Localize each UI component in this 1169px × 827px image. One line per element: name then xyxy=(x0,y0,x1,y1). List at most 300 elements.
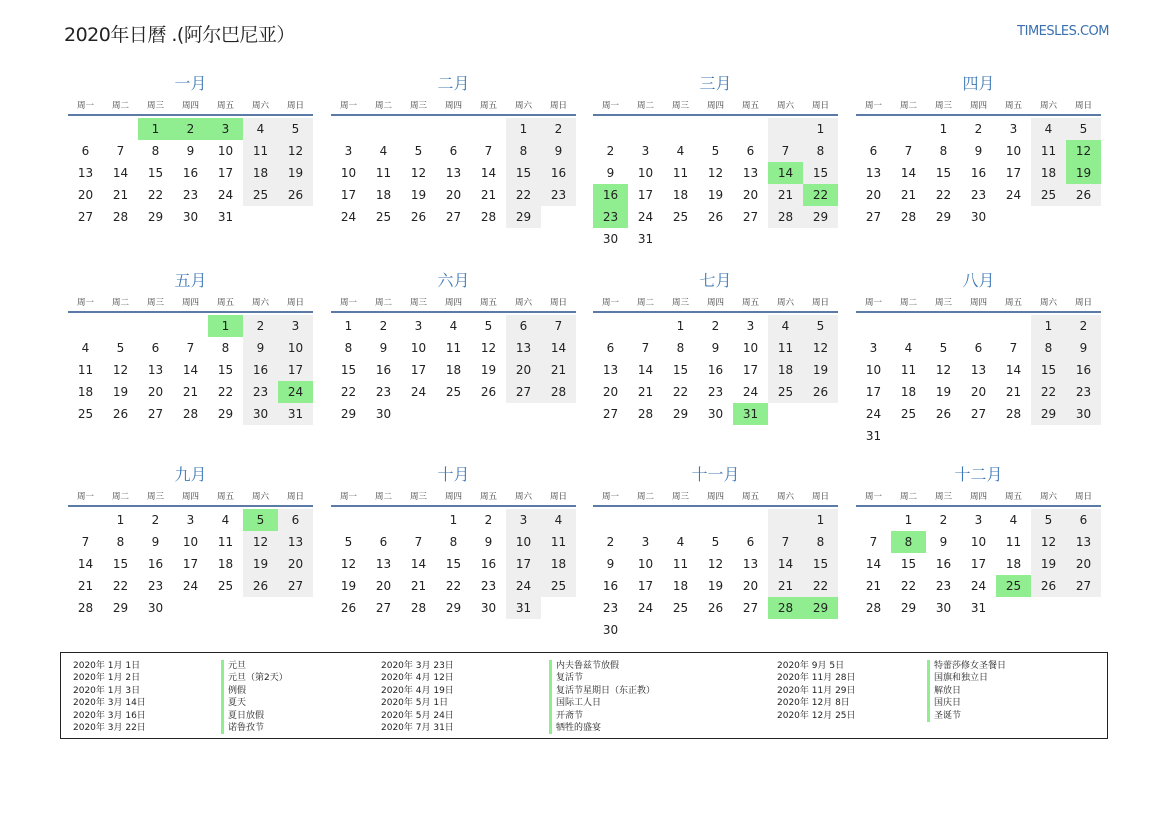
day-cell: 13 xyxy=(375,557,392,571)
day-grid xyxy=(331,313,576,425)
day-cell: 13 xyxy=(602,363,619,377)
day-cell: 11 xyxy=(1031,140,1066,162)
day-cell: 21 xyxy=(480,188,497,202)
day-cell: 24 xyxy=(506,575,541,597)
month-name: 二月 xyxy=(437,74,470,93)
day-cell: 23 xyxy=(707,385,724,399)
day-cell-holiday: 1 xyxy=(208,315,243,337)
day-cell: 12 xyxy=(707,557,724,571)
day-cell: 6 xyxy=(379,535,388,549)
month-7 xyxy=(593,269,838,425)
day-cell: 19 xyxy=(278,162,313,184)
day-cell: 6 xyxy=(278,509,313,531)
day-grid xyxy=(331,507,576,619)
calendar-grid xyxy=(68,72,1104,642)
day-cell: 4 xyxy=(1031,118,1066,140)
day-cell: 14 xyxy=(768,553,803,575)
day-blank xyxy=(593,315,628,337)
day-cell: 11 xyxy=(541,531,576,553)
weekday-label: 周五 xyxy=(479,298,497,308)
day-cell: 8 xyxy=(449,535,458,549)
day-cell: 16 xyxy=(1066,359,1101,381)
day-cell: 12 xyxy=(410,166,427,180)
day-cell: 19 xyxy=(707,188,724,202)
day-cell: 1 xyxy=(803,509,838,531)
site-link[interactable]: TIMESLES.COM xyxy=(1017,24,1109,39)
day-cell: 7 xyxy=(641,341,650,355)
day-blank xyxy=(331,509,366,531)
day-cell: 28 xyxy=(900,210,917,224)
weekday-label: 周六 xyxy=(251,101,269,111)
month-name: 三月 xyxy=(699,74,732,93)
weekday-label: 周六 xyxy=(1039,298,1057,308)
weekday-label: 周五 xyxy=(479,101,497,111)
day-cell-holiday: 22 xyxy=(803,184,838,206)
weekday-label: 周四 xyxy=(706,101,724,111)
weekday-label: 周日 xyxy=(286,492,304,502)
day-cell: 3 xyxy=(641,144,650,158)
day-blank xyxy=(891,315,926,337)
day-cell: 19 xyxy=(340,579,357,593)
day-blank xyxy=(471,118,506,140)
day-cell: 14 xyxy=(1005,363,1022,377)
day-cell: 8 xyxy=(803,531,838,553)
weekday-label: 周二 xyxy=(374,492,392,502)
day-cell-holiday: 3 xyxy=(208,118,243,140)
day-cell: 29 xyxy=(900,601,917,615)
day-cell: 2 xyxy=(484,513,493,527)
month-1 xyxy=(68,72,313,228)
holiday-date: 2020年 3月 23日 xyxy=(381,661,454,671)
weekday-label: 周六 xyxy=(514,298,532,308)
day-cell: 10 xyxy=(1005,144,1022,158)
day-cell: 22 xyxy=(672,385,689,399)
day-cell: 4 xyxy=(676,144,685,158)
day-cell: 3 xyxy=(278,315,313,337)
day-cell: 28 xyxy=(768,206,803,228)
day-cell: 2 xyxy=(711,319,720,333)
day-cell: 22 xyxy=(217,385,234,399)
holiday-name: 元旦 xyxy=(221,660,288,672)
day-cell: 23 xyxy=(147,579,164,593)
holiday-date: 2020年 7月 31日 xyxy=(381,722,454,733)
weekday-label: 周二 xyxy=(111,298,129,308)
day-cell: 28 xyxy=(410,601,427,615)
day-cell: 8 xyxy=(676,341,685,355)
day-grid xyxy=(856,116,1101,228)
day-cell: 10 xyxy=(637,166,654,180)
day-blank xyxy=(698,118,733,140)
day-cell: 21 xyxy=(768,184,803,206)
day-cell: 3 xyxy=(506,509,541,531)
holiday-date: 2020年 11月 28日 xyxy=(777,673,856,684)
weekday-label: 周三 xyxy=(934,101,952,111)
day-cell: 28 xyxy=(182,407,199,421)
day-cell: 20 xyxy=(147,385,164,399)
day-cell: 29 xyxy=(112,601,129,615)
day-cell: 3 xyxy=(1009,122,1018,136)
day-cell: 20 xyxy=(77,188,94,202)
day-cell: 12 xyxy=(707,166,724,180)
day-cell-holiday: 29 xyxy=(803,597,838,619)
day-cell: 1 xyxy=(506,118,541,140)
day-cell: 6 xyxy=(974,341,983,355)
holiday-name: 元旦（第2天） xyxy=(221,672,288,684)
day-cell: 27 xyxy=(1066,575,1101,597)
day-cell: 25 xyxy=(445,385,462,399)
day-cell: 9 xyxy=(606,166,615,180)
day-blank xyxy=(996,315,1031,337)
day-cell-holiday: 1 xyxy=(138,118,173,140)
day-cell: 6 xyxy=(151,341,160,355)
day-cell: 11 xyxy=(243,140,278,162)
day-blank xyxy=(593,509,628,531)
day-cell: 21 xyxy=(768,575,803,597)
day-cell: 14 xyxy=(182,363,199,377)
day-blank xyxy=(961,315,996,337)
day-cell: 21 xyxy=(1005,385,1022,399)
day-cell: 10 xyxy=(637,557,654,571)
weekday-label: 周三 xyxy=(934,492,952,502)
day-cell: 16 xyxy=(480,557,497,571)
day-cell: 15 xyxy=(803,162,838,184)
day-cell: 31 xyxy=(506,597,541,619)
day-cell: 19 xyxy=(243,553,278,575)
day-cell: 15 xyxy=(112,557,129,571)
holiday-date: 2020年 12月 8日 xyxy=(777,698,850,709)
day-cell: 8 xyxy=(939,144,948,158)
day-cell: 16 xyxy=(243,359,278,381)
weekday-label: 周一 xyxy=(864,298,882,308)
day-blank xyxy=(68,509,103,531)
day-cell: 8 xyxy=(344,341,353,355)
weekday-label: 周一 xyxy=(601,492,619,502)
day-cell: 1 xyxy=(803,118,838,140)
weekday-label: 周六 xyxy=(1039,101,1057,111)
day-cell: 4 xyxy=(81,341,90,355)
day-cell: 30 xyxy=(1066,403,1101,425)
day-cell: 26 xyxy=(410,210,427,224)
month-11 xyxy=(593,463,838,641)
day-cell: 24 xyxy=(1005,188,1022,202)
month-name: 一月 xyxy=(174,74,207,93)
day-cell: 3 xyxy=(344,144,353,158)
holiday-date: 2020年 3月 22日 xyxy=(73,722,146,733)
weekday-header xyxy=(593,293,838,313)
weekday-label: 周四 xyxy=(969,101,987,111)
day-cell: 19 xyxy=(112,385,129,399)
weekday-label: 周六 xyxy=(514,101,532,111)
day-cell: 14 xyxy=(77,557,94,571)
holiday-date: 2020年 5月 24日 xyxy=(381,710,454,721)
day-blank xyxy=(366,118,401,140)
day-cell: 11 xyxy=(375,166,392,180)
day-cell: 19 xyxy=(803,359,838,381)
day-cell: 9 xyxy=(186,144,195,158)
day-cell: 8 xyxy=(221,341,230,355)
day-cell: 5 xyxy=(344,535,353,549)
weekday-label: 周日 xyxy=(811,492,829,502)
holiday-name: 内夫鲁兹节放假 xyxy=(549,660,655,672)
day-cell: 22 xyxy=(445,579,462,593)
day-cell: 5 xyxy=(116,341,125,355)
day-cell: 10 xyxy=(742,341,759,355)
weekday-label: 周二 xyxy=(374,298,392,308)
day-cell: 5 xyxy=(278,118,313,140)
day-cell: 4 xyxy=(221,513,230,527)
day-blank xyxy=(733,509,768,531)
day-blank xyxy=(68,315,103,337)
weekday-label: 周一 xyxy=(339,101,357,111)
day-cell: 1 xyxy=(116,513,125,527)
day-grid xyxy=(593,313,838,425)
day-cell: 26 xyxy=(1031,575,1066,597)
day-cell: 26 xyxy=(278,184,313,206)
day-cell: 20 xyxy=(278,553,313,575)
weekday-label: 周三 xyxy=(671,492,689,502)
day-cell: 17 xyxy=(637,579,654,593)
day-cell: 9 xyxy=(974,144,983,158)
day-cell: 5 xyxy=(803,315,838,337)
weekday-label: 周五 xyxy=(216,298,234,308)
weekday-label: 周日 xyxy=(286,298,304,308)
weekday-label: 周二 xyxy=(111,492,129,502)
weekday-label: 周三 xyxy=(146,101,164,111)
day-cell: 26 xyxy=(340,601,357,615)
day-grid xyxy=(856,507,1101,619)
day-cell: 28 xyxy=(1005,407,1022,421)
holiday-names-col-2 xyxy=(549,660,655,734)
day-cell: 27 xyxy=(865,210,882,224)
holiday-date: 2020年 3月 14日 xyxy=(73,698,146,709)
day-cell: 23 xyxy=(935,579,952,593)
weekday-label: 周五 xyxy=(741,298,759,308)
day-cell: 29 xyxy=(217,407,234,421)
holiday-date: 2020年 9月 5日 xyxy=(777,661,845,671)
day-cell: 17 xyxy=(506,553,541,575)
day-cell: 13 xyxy=(1066,531,1101,553)
weekday-label: 周三 xyxy=(409,101,427,111)
day-cell: 30 xyxy=(375,407,392,421)
day-cell: 20 xyxy=(742,188,759,202)
day-cell: 9 xyxy=(1066,337,1101,359)
weekday-header xyxy=(331,96,576,116)
day-cell: 13 xyxy=(278,531,313,553)
weekday-label: 周二 xyxy=(111,101,129,111)
weekday-label: 周一 xyxy=(76,101,94,111)
day-cell: 16 xyxy=(935,557,952,571)
weekday-label: 周五 xyxy=(1004,298,1022,308)
day-cell: 24 xyxy=(340,210,357,224)
day-cell: 15 xyxy=(506,162,541,184)
weekday-label: 周四 xyxy=(181,298,199,308)
day-cell: 31 xyxy=(217,210,234,224)
day-cell: 8 xyxy=(1031,337,1066,359)
weekday-header xyxy=(331,487,576,507)
day-cell: 3 xyxy=(641,535,650,549)
day-cell: 23 xyxy=(1066,381,1101,403)
day-cell-holiday: 31 xyxy=(733,403,768,425)
day-cell: 14 xyxy=(410,557,427,571)
day-cell: 18 xyxy=(768,359,803,381)
weekday-label: 周二 xyxy=(636,101,654,111)
weekday-label: 周四 xyxy=(706,492,724,502)
day-cell: 29 xyxy=(803,206,838,228)
day-cell: 12 xyxy=(340,557,357,571)
day-cell: 27 xyxy=(147,407,164,421)
day-blank xyxy=(401,118,436,140)
day-cell: 11 xyxy=(672,166,689,180)
holiday-dates-col-2 xyxy=(381,660,454,734)
month-2 xyxy=(331,72,576,228)
day-cell: 17 xyxy=(637,188,654,202)
day-cell-holiday: 28 xyxy=(768,597,803,619)
day-cell-holiday: 24 xyxy=(278,381,313,403)
month-12 xyxy=(856,463,1101,619)
day-cell: 7 xyxy=(484,144,493,158)
day-cell: 30 xyxy=(602,232,619,246)
weekday-label: 周日 xyxy=(286,101,304,111)
day-cell: 29 xyxy=(147,210,164,224)
day-blank xyxy=(628,509,663,531)
day-cell: 22 xyxy=(340,385,357,399)
weekday-header xyxy=(856,293,1101,313)
day-cell: 27 xyxy=(445,210,462,224)
day-blank xyxy=(891,118,926,140)
day-cell: 8 xyxy=(803,140,838,162)
day-cell: 4 xyxy=(379,144,388,158)
day-cell: 1 xyxy=(904,513,913,527)
day-cell: 13 xyxy=(147,363,164,377)
weekday-label: 周二 xyxy=(374,101,392,111)
day-cell: 15 xyxy=(803,553,838,575)
day-cell: 21 xyxy=(541,359,576,381)
day-grid xyxy=(856,313,1101,447)
day-cell: 18 xyxy=(375,188,392,202)
weekday-label: 周一 xyxy=(76,298,94,308)
day-cell: 22 xyxy=(506,184,541,206)
holiday-name: 解放日 xyxy=(927,685,1006,697)
day-grid xyxy=(331,116,576,228)
day-cell: 15 xyxy=(147,166,164,180)
weekday-label: 周三 xyxy=(409,492,427,502)
day-cell: 15 xyxy=(672,363,689,377)
weekday-header xyxy=(593,487,838,507)
day-cell: 2 xyxy=(151,513,160,527)
day-cell: 18 xyxy=(1005,557,1022,571)
month-8 xyxy=(856,269,1101,447)
page-title: 2020年日曆 .(阿尔巴尼亚） xyxy=(64,24,295,46)
day-cell: 19 xyxy=(707,579,724,593)
day-cell: 28 xyxy=(480,210,497,224)
day-cell: 15 xyxy=(900,557,917,571)
day-cell: 17 xyxy=(1005,166,1022,180)
day-cell: 27 xyxy=(742,210,759,224)
day-cell: 16 xyxy=(147,557,164,571)
day-cell: 10 xyxy=(340,166,357,180)
day-blank xyxy=(663,509,698,531)
day-cell: 25 xyxy=(900,407,917,421)
day-blank xyxy=(103,118,138,140)
weekday-label: 周五 xyxy=(1004,492,1022,502)
holiday-names-col-1 xyxy=(221,660,288,734)
day-cell: 8 xyxy=(151,144,160,158)
day-cell: 24 xyxy=(182,579,199,593)
month-name: 十月 xyxy=(437,465,470,484)
holiday-date: 2020年 1月 3日 xyxy=(73,685,141,696)
weekday-label: 周六 xyxy=(776,298,794,308)
day-grid xyxy=(68,313,313,425)
day-cell: 23 xyxy=(602,601,619,615)
holiday-name: 国旗和独立日 xyxy=(927,672,1006,684)
day-cell: 28 xyxy=(637,407,654,421)
day-cell: 23 xyxy=(243,381,278,403)
day-cell: 22 xyxy=(935,188,952,202)
day-cell: 17 xyxy=(182,557,199,571)
day-cell: 14 xyxy=(900,166,917,180)
day-blank xyxy=(926,315,961,337)
day-cell: 26 xyxy=(1066,184,1101,206)
day-cell: 18 xyxy=(541,553,576,575)
month-name: 九月 xyxy=(174,465,207,484)
day-cell: 20 xyxy=(602,385,619,399)
weekday-label: 周四 xyxy=(969,492,987,502)
holiday-list xyxy=(60,652,1108,739)
weekday-label: 周四 xyxy=(444,298,462,308)
day-cell: 18 xyxy=(900,385,917,399)
day-cell: 26 xyxy=(803,381,838,403)
day-cell: 17 xyxy=(742,363,759,377)
day-cell: 9 xyxy=(541,140,576,162)
day-cell: 15 xyxy=(935,166,952,180)
day-blank xyxy=(436,118,471,140)
day-cell: 12 xyxy=(1031,531,1066,553)
day-cell: 16 xyxy=(375,363,392,377)
weekday-label: 周六 xyxy=(1039,492,1057,502)
holiday-date: 2020年 1月 1日 xyxy=(73,661,141,671)
day-cell: 27 xyxy=(77,210,94,224)
weekday-label: 周一 xyxy=(864,101,882,111)
holiday-name: 诺鲁孜节 xyxy=(221,722,288,734)
holiday-date: 2020年 11月 29日 xyxy=(777,685,856,696)
day-cell: 18 xyxy=(1031,162,1066,184)
weekday-label: 周四 xyxy=(969,298,987,308)
day-cell-holiday: 8 xyxy=(891,531,926,553)
day-cell: 9 xyxy=(243,337,278,359)
day-blank xyxy=(138,315,173,337)
day-cell: 29 xyxy=(672,407,689,421)
day-cell: 22 xyxy=(1031,381,1066,403)
day-cell: 6 xyxy=(449,144,458,158)
month-name: 四月 xyxy=(962,74,995,93)
holiday-name: 开斋节 xyxy=(549,710,655,722)
day-cell: 22 xyxy=(147,188,164,202)
day-cell: 29 xyxy=(506,206,541,228)
day-cell: 23 xyxy=(375,385,392,399)
day-cell: 29 xyxy=(445,601,462,615)
day-cell: 30 xyxy=(243,403,278,425)
day-cell: 25 xyxy=(217,579,234,593)
weekday-header xyxy=(856,487,1101,507)
day-blank xyxy=(68,118,103,140)
day-cell: 8 xyxy=(116,535,125,549)
day-cell-holiday: 12 xyxy=(1066,140,1101,162)
day-cell: 15 xyxy=(1031,359,1066,381)
day-cell: 22 xyxy=(803,575,838,597)
day-cell: 10 xyxy=(970,535,987,549)
weekday-label: 周三 xyxy=(671,101,689,111)
day-cell: 16 xyxy=(707,363,724,377)
